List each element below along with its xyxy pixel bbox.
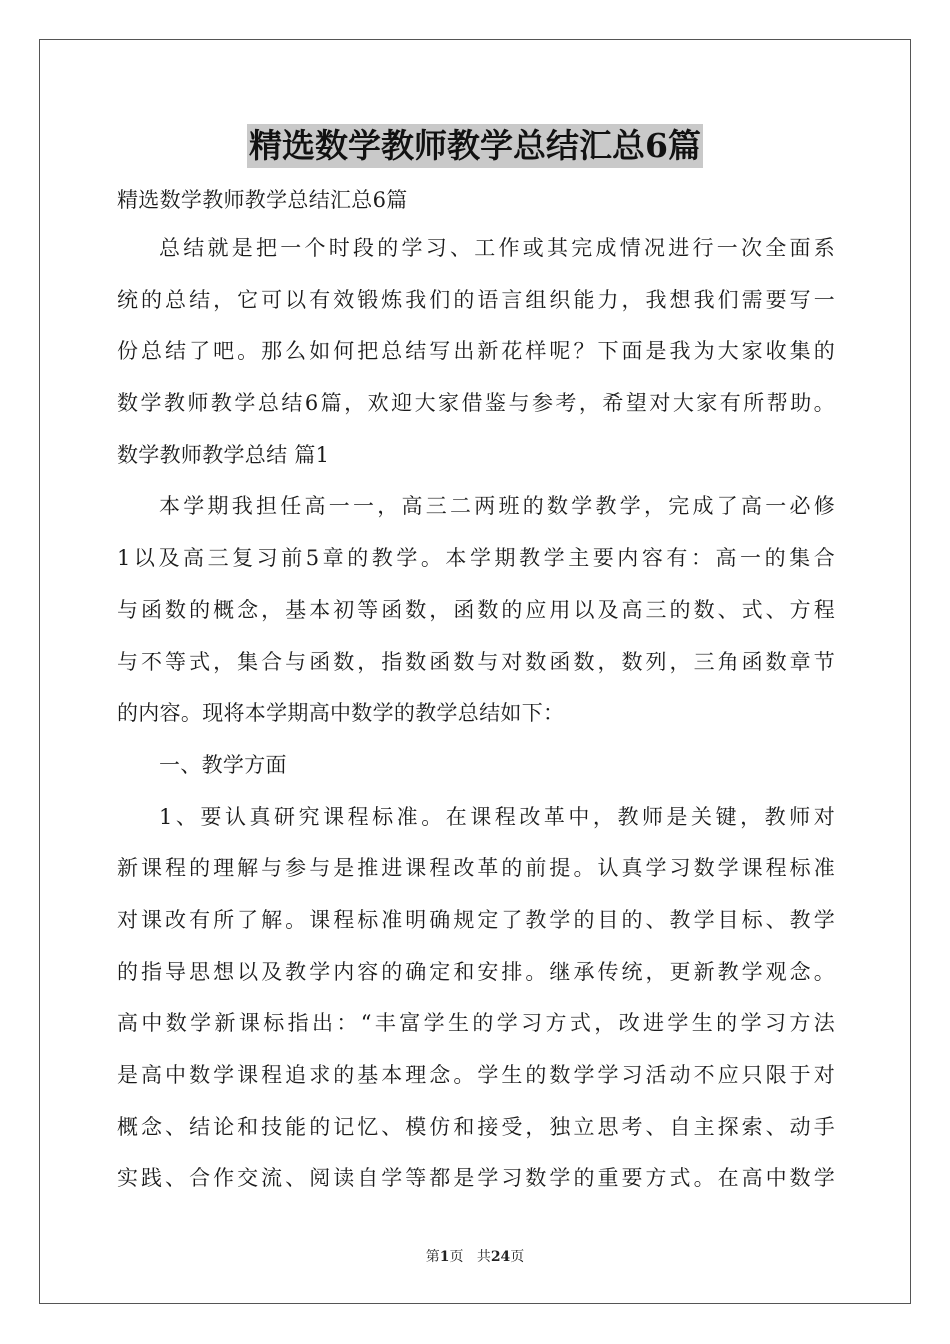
text-line: 高中数学新课标指出：“丰富学生的学习方式，改进学生的学习方法 [117, 1011, 835, 1036]
text-line: 概念、结论和技能的记忆、模仿和接受，独立思考、自主探索、动手 [117, 1114, 835, 1139]
text-line: 的内容。现将本学期高中数学的教学总结如下： [117, 701, 565, 726]
text-line: 与函数的概念，基本初等函数，函数的应用以及高三的数、式、方程 [117, 597, 835, 622]
text-line: 总结就是把一个时段的学习、工作或其完成情况进行一次全面系 [159, 236, 835, 260]
text-line: 是高中数学课程追求的基本理念。学生的数学学习活动不应只限于对 [117, 1063, 835, 1087]
document-title: 精选数学教师教学总结汇总6篇 [247, 124, 703, 168]
text-line: 与不等式，集合与函数，指数函数与对数函数，数列，三角函数章节 [117, 649, 835, 674]
text-line: 实践、合作交流、阅读自学等都是学习数学的重要方式。在高中数学 [117, 1166, 835, 1191]
subsection-heading: 一、教学方面 [159, 752, 287, 777]
text-line: 统的总结，它可以有效锻炼我们的语言组织能力，我想我们需要写一 [117, 287, 835, 312]
page-prefix: 第 [425, 1249, 440, 1265]
page-suffix: 页 [449, 1249, 464, 1265]
title-container [0, 124, 950, 168]
page-number: 1 [439, 1249, 450, 1265]
text-line: 新课程的理解与参与是推进课程改革的前提。认真学习数学课程标准 [117, 856, 835, 881]
text-line: 对课改有所了解。课程标准明确规定了教学的目的、教学目标、教学 [117, 907, 835, 932]
text-line: 1以及高三复习前5章的教学。本学期教学主要内容有：高一的集合 [117, 546, 835, 571]
text-line: 本学期我担任高一一，高三二两班的数学教学，完成了高一必修 [159, 494, 835, 519]
subtitle-line: 精选数学教师教学总结汇总6篇 [117, 188, 408, 212]
page-footer [0, 1246, 950, 1266]
text-line: 1、要认真研究课程标准。在课程改革中，教师是关键，教师对 [159, 804, 835, 829]
text-line: 数学教师教学总结6篇，欢迎大家借鉴与参考，希望对大家有所帮助。 [117, 391, 835, 416]
total-prefix: 共 [476, 1249, 491, 1265]
section-heading: 数学教师教学总结 篇1 [117, 442, 330, 467]
total-suffix: 页 [510, 1249, 525, 1265]
total-pages: 24 [490, 1249, 511, 1265]
document-body [117, 177, 835, 1205]
text-line: 的指导思想以及教学内容的确定和安排。继承传统，更新教学观念。 [117, 959, 835, 984]
text-line: 份总结了吧。那么如何把总结写出新花样呢？下面是我为大家收集的 [117, 339, 835, 364]
